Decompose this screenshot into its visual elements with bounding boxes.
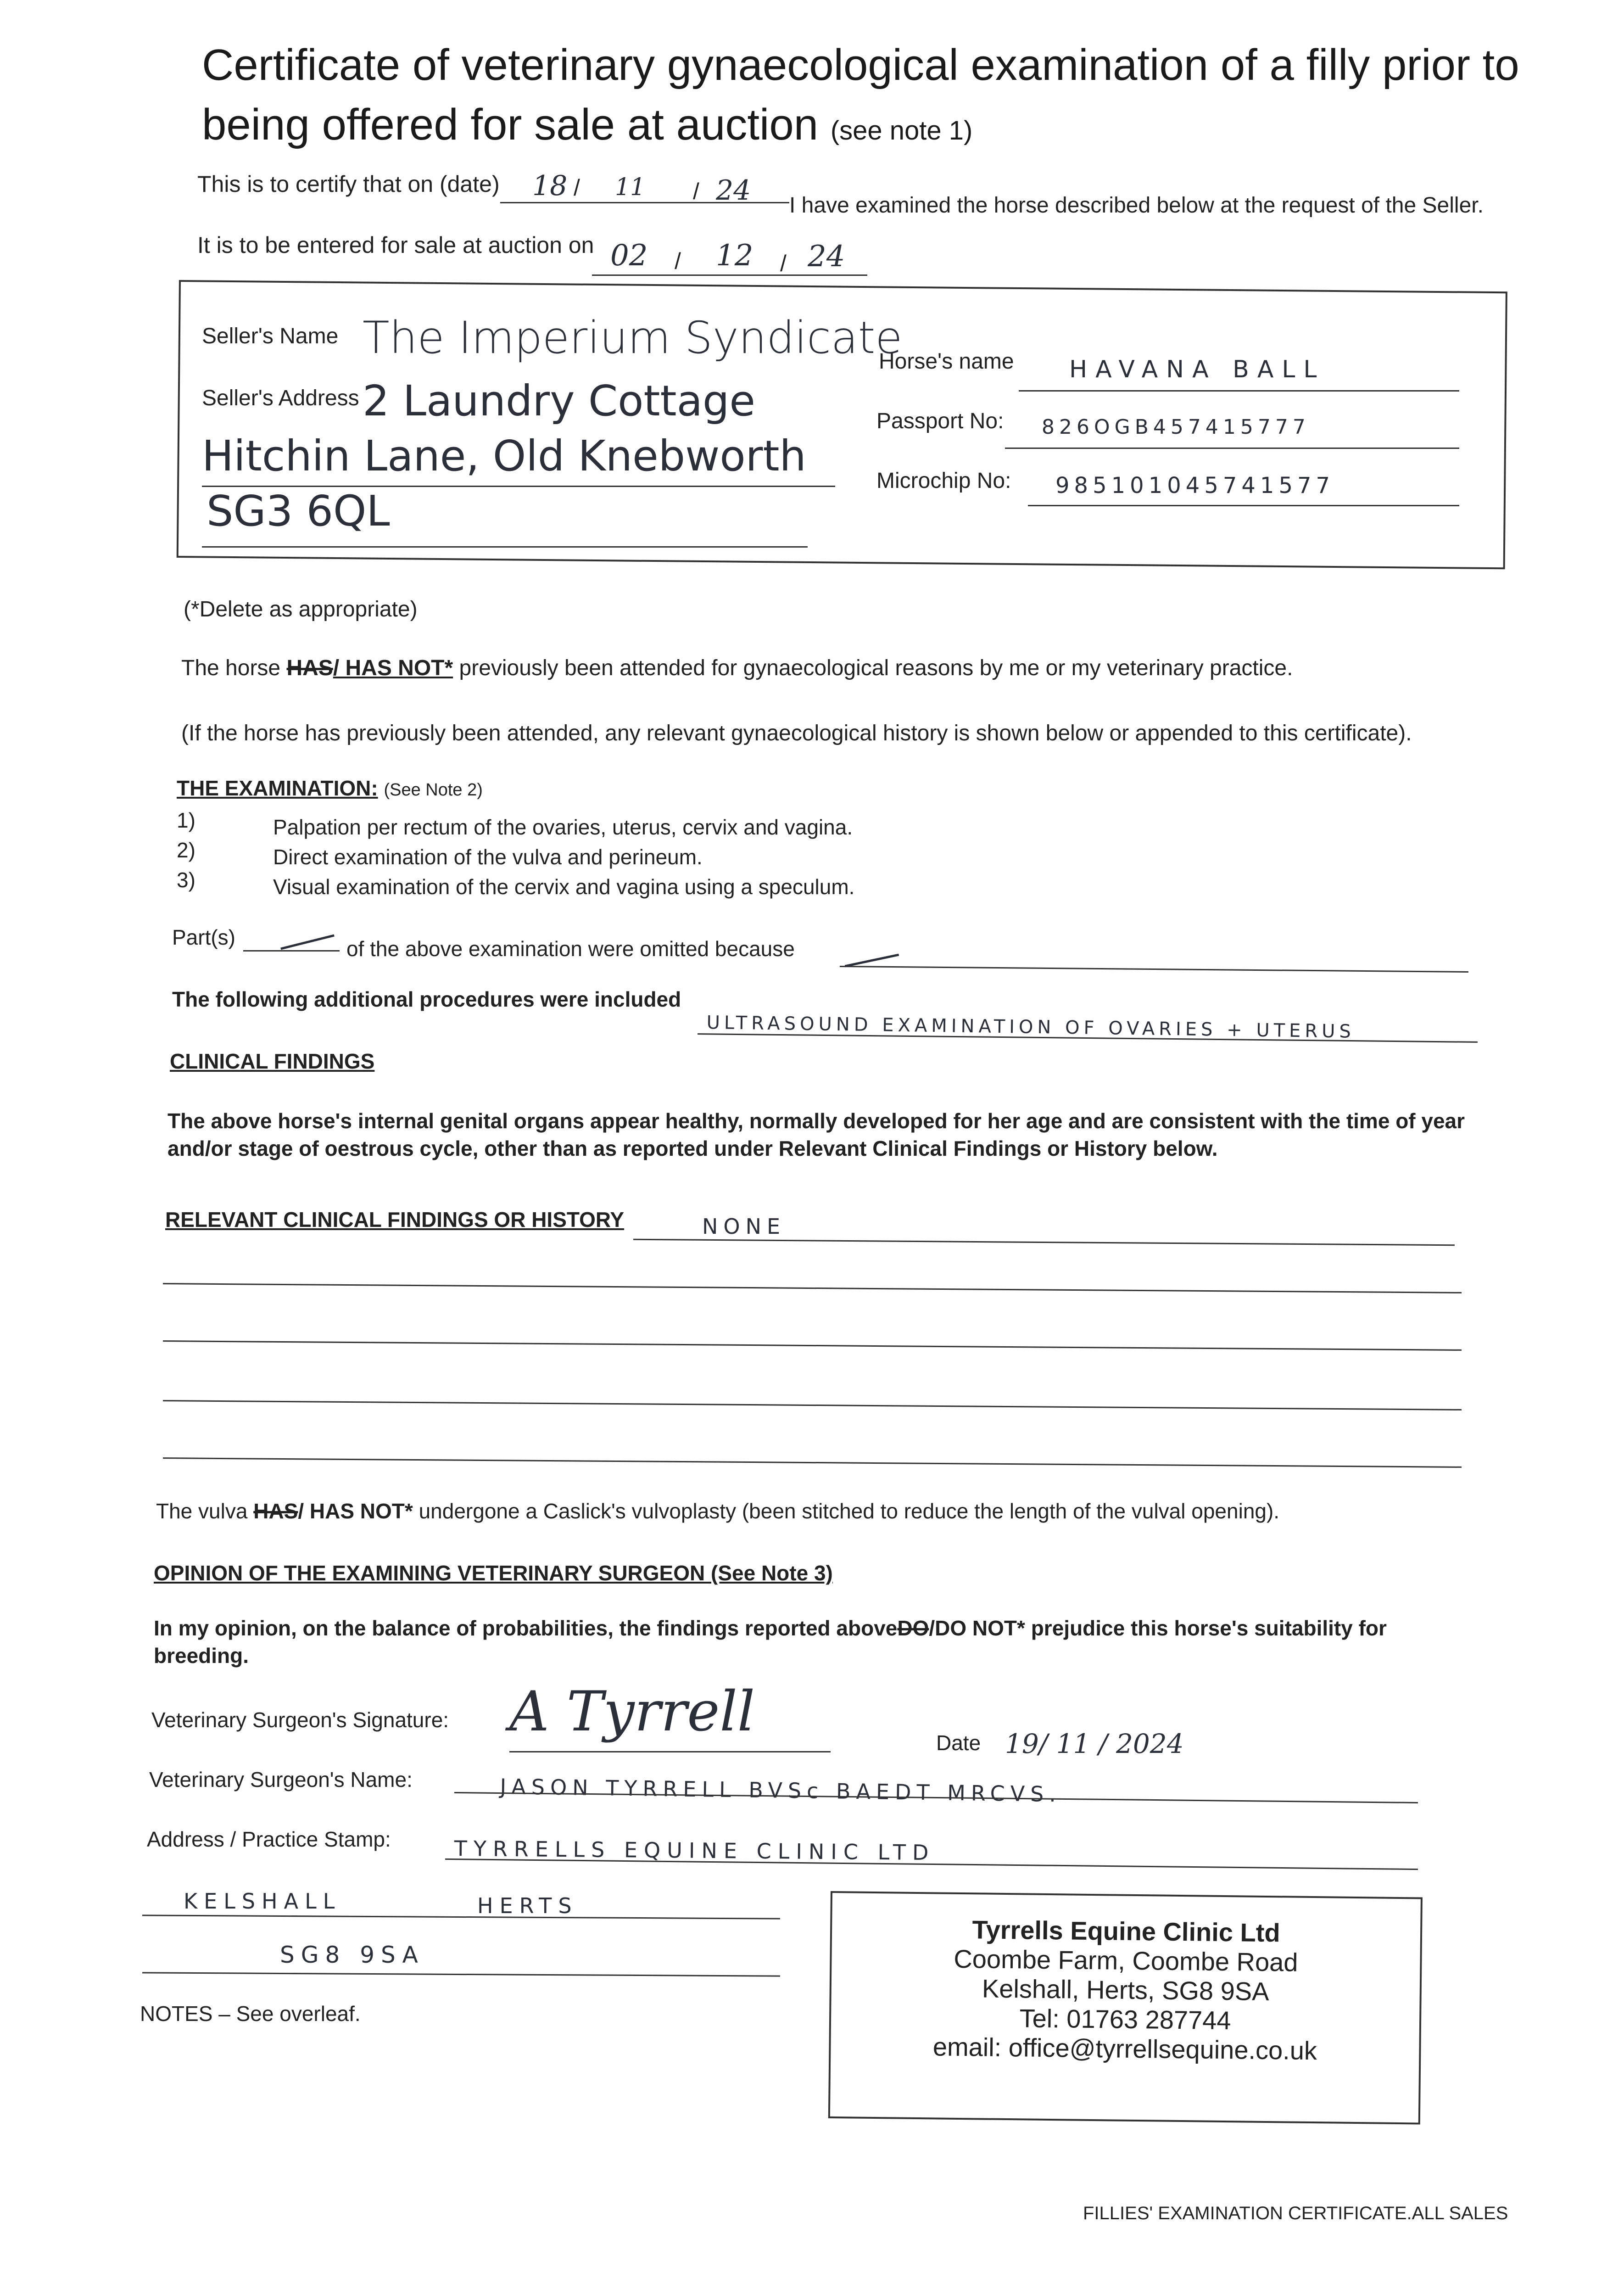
certify-prefix: This is to certify that on (date)	[197, 171, 500, 197]
stamp-line-4: Tel: 01763 287744	[1019, 2004, 1231, 2035]
surgeon-address-line-2b[interactable]: HERTS	[477, 1893, 578, 1918]
omitted-parts-line	[243, 950, 340, 952]
horse-name-value[interactable]: HAVANA BALL	[1069, 356, 1325, 383]
attended-has-not[interactable]: / HAS NOT*	[333, 656, 453, 680]
seller-address-line-2[interactable]: Hitchin Lane, Old Knebworth	[202, 431, 806, 481]
address-stamp-label: Address / Practice Stamp:	[147, 1827, 391, 1851]
clinical-statement-line-1: The above horse's internal genital organs appear healthy, normally developed for her age and are consistent with the time of year	[167, 1109, 1465, 1133]
exam-item-3-text: Visual examination of the cervix and vagina using a speculum.	[273, 875, 855, 899]
certify-day[interactable]: 18	[532, 170, 568, 202]
stamp-line-1: Tyrrells Equine Clinic Ltd	[972, 1915, 1280, 1948]
certify-sep-2: /	[693, 179, 699, 204]
opinion-heading: OPINION OF THE EXAMINING VETERINARY SURGEON (See Note 3)	[154, 1561, 833, 1585]
opinion-do-struck[interactable]: DO	[897, 1616, 929, 1640]
date-label: Date	[936, 1731, 981, 1755]
horse-name-line	[1019, 390, 1459, 392]
exam-item-2-text: Direct examination of the vulva and perineum.	[273, 845, 703, 869]
additional-value[interactable]: ULTRASOUND EXAMINATION OF OVARIES + UTERUS	[706, 1012, 1356, 1042]
clinical-heading: CLINICAL FINDINGS	[170, 1049, 375, 1073]
seller-address-line-3[interactable]: SG3 6QL	[206, 487, 390, 536]
opinion-line-1-rest[interactable]: /DO NOT* prejudice this horse's suitability for	[929, 1616, 1387, 1640]
surgeon-address-line-2a[interactable]: KELSHALL	[184, 1889, 341, 1914]
additional-label: The following additional procedures were included	[172, 987, 681, 1011]
examination-heading: THE EXAMINATION:	[177, 776, 378, 800]
certify-year[interactable]: 24	[716, 174, 751, 207]
examination-note: (See Note 2)	[384, 780, 483, 800]
auction-sep-1: /	[675, 248, 681, 274]
examination-heading-row	[177, 776, 483, 800]
seller-name-value[interactable]: The Imperium Syndicate	[363, 312, 903, 364]
title-line-2-text: being offered for sale at auction	[202, 100, 819, 149]
surgeon-address-line-3[interactable]: SG8 9SA	[280, 1942, 424, 1968]
stamp-line-5: email: office@tyrrellsequine.co.uk	[932, 2032, 1317, 2066]
omitted-prefix: Part(s)	[172, 925, 235, 949]
surgeon-name-value[interactable]: JASON TYRRELL BVSc BAEDT MRCVS.	[500, 1774, 1062, 1807]
surgeon-address-line-1[interactable]: TYRRELLS EQUINE CLINIC LTD	[454, 1836, 935, 1865]
signature-value[interactable]: A Tyrrell	[509, 1680, 755, 1744]
relevant-line-1	[633, 1239, 1455, 1246]
auction-year[interactable]: 24	[808, 240, 845, 274]
footer-text: FILLIES' EXAMINATION CERTIFICATE.ALL SALES	[1083, 2203, 1508, 2223]
exam-item-3-num: 3)	[177, 868, 195, 892]
surgeon-name-label: Veterinary Surgeon's Name:	[149, 1768, 413, 1791]
opinion-line-1	[154, 1616, 1387, 1640]
auction-date-line	[592, 274, 867, 276]
exam-item-2-num: 2)	[177, 838, 195, 862]
horse-name-label: Horse's name	[879, 349, 1014, 374]
auction-month[interactable]: 12	[716, 239, 753, 273]
omitted-mid: of the above examination were omitted because	[346, 937, 795, 961]
certify-date-line	[500, 202, 789, 203]
exam-item-1-text: Palpation per rectum of the ovaries, uterus, cervix and vagina.	[273, 815, 853, 839]
attended-has-struck[interactable]: HAS	[286, 656, 333, 680]
notes-text: NOTES – See overleaf.	[140, 2002, 361, 2026]
omitted-parts-dash[interactable]	[280, 935, 335, 950]
relevant-label: RELEVANT CLINICAL FINDINGS OR HISTORY	[165, 1208, 625, 1231]
auction-day[interactable]: 02	[610, 239, 648, 273]
stamp-line-3: Kelshall, Herts, SG8 9SA	[982, 1974, 1269, 2006]
passport-label: Passport No:	[876, 409, 1004, 433]
attended-statement	[181, 655, 1293, 681]
relevant-value[interactable]: NONE	[702, 1214, 786, 1239]
surgeon-address-line-3-rule	[142, 1972, 780, 1976]
omitted-reason-line	[840, 966, 1468, 973]
vulva-has-struck[interactable]: HAS	[253, 1499, 298, 1523]
stamp-line-2: Coombe Farm, Coombe Road	[954, 1944, 1298, 1977]
microchip-value[interactable]: 985101045741577	[1055, 473, 1335, 498]
vulva-prefix: The vulva	[156, 1499, 248, 1523]
auction-sep-2: /	[780, 251, 787, 276]
microchip-label: Microchip No:	[876, 469, 1011, 493]
surgeon-address-line-2-rule	[142, 1914, 780, 1919]
relevant-line-3	[163, 1340, 1462, 1351]
passport-line	[1005, 448, 1459, 449]
certify-sep-1: /	[574, 175, 580, 201]
passport-value[interactable]: 826OGB457415777	[1042, 415, 1310, 439]
title-line-1: Certificate of veterinary gynaecological examination of a filly prior to	[202, 40, 1519, 90]
signature-line	[509, 1751, 831, 1752]
exam-item-1-num: 1)	[177, 808, 195, 832]
relevant-line-4	[163, 1400, 1462, 1411]
clinical-statement-line-2: and/or stage of oestrous cycle, other than as reported under Relevant Clinical Findings or History below.	[167, 1136, 1218, 1160]
title-line-2	[202, 101, 972, 155]
attended-prefix: The horse	[181, 656, 281, 680]
certify-suffix: I have examined the horse described below at the request of the Seller.	[789, 193, 1484, 218]
seller-address-line-1[interactable]: 2 Laundry Cottage	[363, 376, 755, 425]
relevant-line-5	[163, 1457, 1462, 1468]
title-note: (see note 1)	[830, 116, 973, 146]
auction-prefix: It is to be entered for sale at auction on	[197, 232, 594, 258]
date-value[interactable]: 19/ 11 / 2024	[1005, 1728, 1184, 1759]
opinion-line-2: breeding.	[154, 1644, 249, 1668]
vulva-suffix: undergone a Caslick's vulvoplasty (been stitched to reduce the length of the vulval opening).	[419, 1499, 1280, 1523]
seller-address-line-3-rule	[202, 546, 808, 548]
delete-note: (*Delete as appropriate)	[184, 597, 418, 621]
seller-address-label: Seller's Address	[202, 386, 359, 410]
relevant-line-2	[163, 1283, 1462, 1293]
certify-month[interactable]: 11	[615, 174, 646, 201]
microchip-line	[1028, 505, 1459, 506]
history-note: (If the horse has previously been attended, any relevant gynaecological history is shown below or appended to this certificate).	[181, 721, 1412, 745]
vulva-statement	[156, 1499, 1279, 1523]
opinion-line-1-prefix: In my opinion, on the balance of probabilities, the findings reported above	[154, 1616, 898, 1640]
attended-suffix: previously been attended for gynaecological reasons by me or my veterinary practice.	[459, 656, 1293, 680]
seller-name-label: Seller's Name	[202, 324, 339, 348]
signature-label: Veterinary Surgeon's Signature:	[151, 1708, 449, 1732]
vulva-has-not[interactable]: / HAS NOT*	[298, 1499, 413, 1523]
practice-stamp	[828, 1891, 1423, 2124]
omitted-reason-dash[interactable]	[845, 954, 899, 968]
